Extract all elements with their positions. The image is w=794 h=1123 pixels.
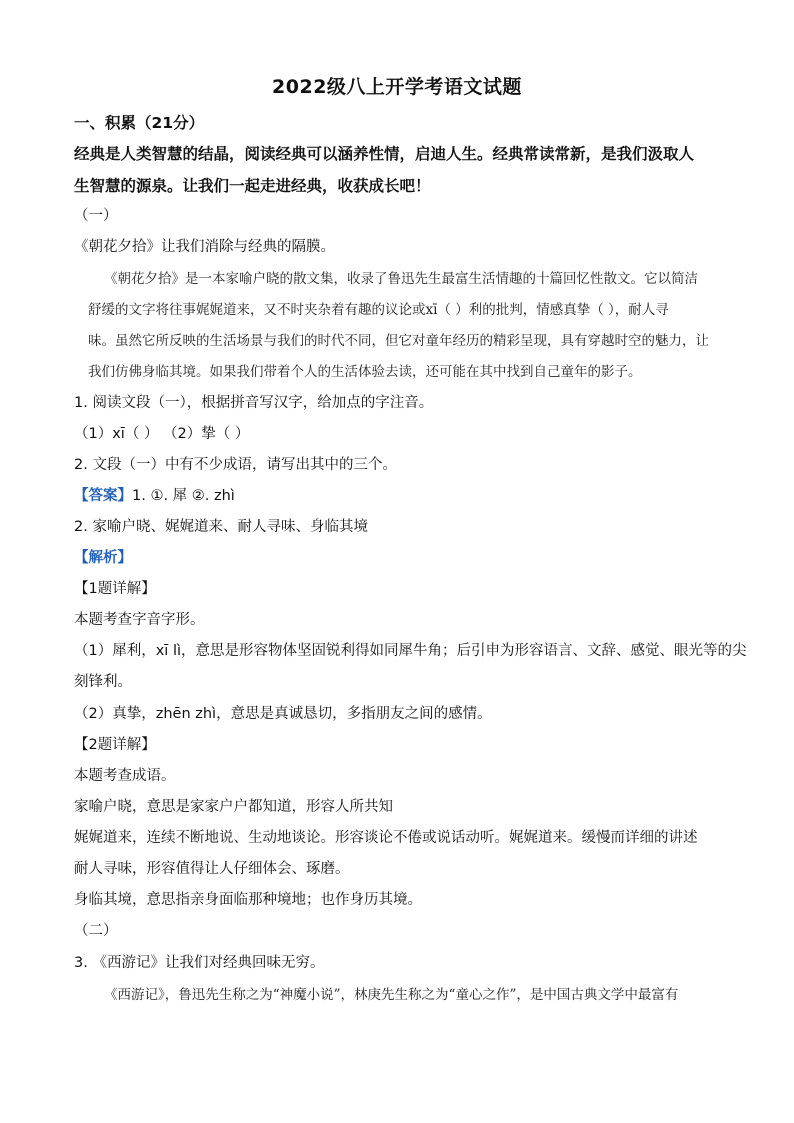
question-2: 2. 文段（一）中有不少成语，请写出其中的三个。 <box>74 457 397 473</box>
part1-lead: 《朝花夕拾》让我们消除与经典的隔膜。 <box>74 239 335 255</box>
detail-1-text: 本题考查字音字形。 <box>74 612 205 628</box>
answer-line-1: 1. ①. 犀 ②. zhì <box>132 488 235 504</box>
detail-1-label: 【1题详解】 <box>74 581 156 597</box>
detail-1-item-2: （2）真挚，zhēn zhì，意思是真诚恳切，多指朋友之间的感情。 <box>74 706 492 722</box>
intro-line-2: 生智慧的源泉。让我们一起走进经典，收获成长吧！ <box>74 177 431 195</box>
detail-2-label: 【2题详解】 <box>74 737 156 753</box>
idiom-1: 家喻户晓，意思是家家户户都知道，形容人所共知 <box>74 799 393 815</box>
detail-2-text: 本题考查成语。 <box>74 768 176 784</box>
passage1-line-1: 《朝花夕拾》是一本家喻户晓的散文集，收录了鲁迅先生最富生活情趣的十篇回忆性散文。它以简洁 <box>104 271 698 287</box>
question-1: 1. 阅读文段（一），根据拼音写汉字，给加点的字注音。 <box>74 395 434 411</box>
section-heading: 一、积累（21分） <box>74 114 205 132</box>
part-label-1: （一） <box>74 208 118 224</box>
passage1-line-3: 味。虽然它所反映的生活场景与我们的时代不同，但它对童年经历的精彩呈现，具有穿越时空的魅力，让 <box>88 333 709 349</box>
idiom-3: 耐人寻味，形容值得让人仔细体会、琢磨。 <box>74 861 350 877</box>
passage2-line-1: 《西游记》，鲁迅先生称之为“神魔小说”，林庚先生称之为“童心之作”，是中国古典文学中最富有 <box>104 987 679 1003</box>
passage1-line-2: 舒缓的文字将往事娓娓道来，又不时夹杂着有趣的议论或xī（ ）利的批判，情感真挚（ ），耐人寻 <box>88 302 669 318</box>
idiom-4: 身临其境，意思指亲身面临那种境地；也作身历其境。 <box>74 892 422 908</box>
part-label-2: （二） <box>74 923 118 939</box>
question-1-items: （1）xī（ ） （2）挚（ ） <box>74 426 250 442</box>
detail-1-item-1b: 刻锋利。 <box>74 674 132 690</box>
analysis-label: 【解析】 <box>74 550 132 566</box>
idiom-2: 娓娓道来，连续不断地说、生动地谈论。形容谈论不倦或说话动听。娓娓道来。缓慢而详细的讲述 <box>74 830 698 846</box>
answer-row <box>74 484 235 505</box>
passage1-line-4: 我们仿佛身临其境。如果我们带着个人的生活体验去读，还可能在其中找到自己童年的影子。 <box>88 364 642 380</box>
intro-line-1: 经典是人类智慧的结晶，阅读经典可以涵养性情，启迪人生。经典常读常新，是我们汲取人 <box>74 145 695 163</box>
page-title: 2022级八上开学考语文试题 <box>272 76 522 98</box>
answer-label: 【答案】 <box>74 488 132 504</box>
question-3: 3. 《西游记》让我们对经典回味无穷。 <box>74 955 325 971</box>
detail-1-item-1a: （1）犀利，xī lì，意思是形容物体坚固锐利得如同犀牛角；后引申为形容语言、文辞、感觉、眼光等的尖 <box>74 643 747 659</box>
answer-line-2: 2. 家喻户晓、娓娓道来、耐人寻味、身临其境 <box>74 519 368 535</box>
